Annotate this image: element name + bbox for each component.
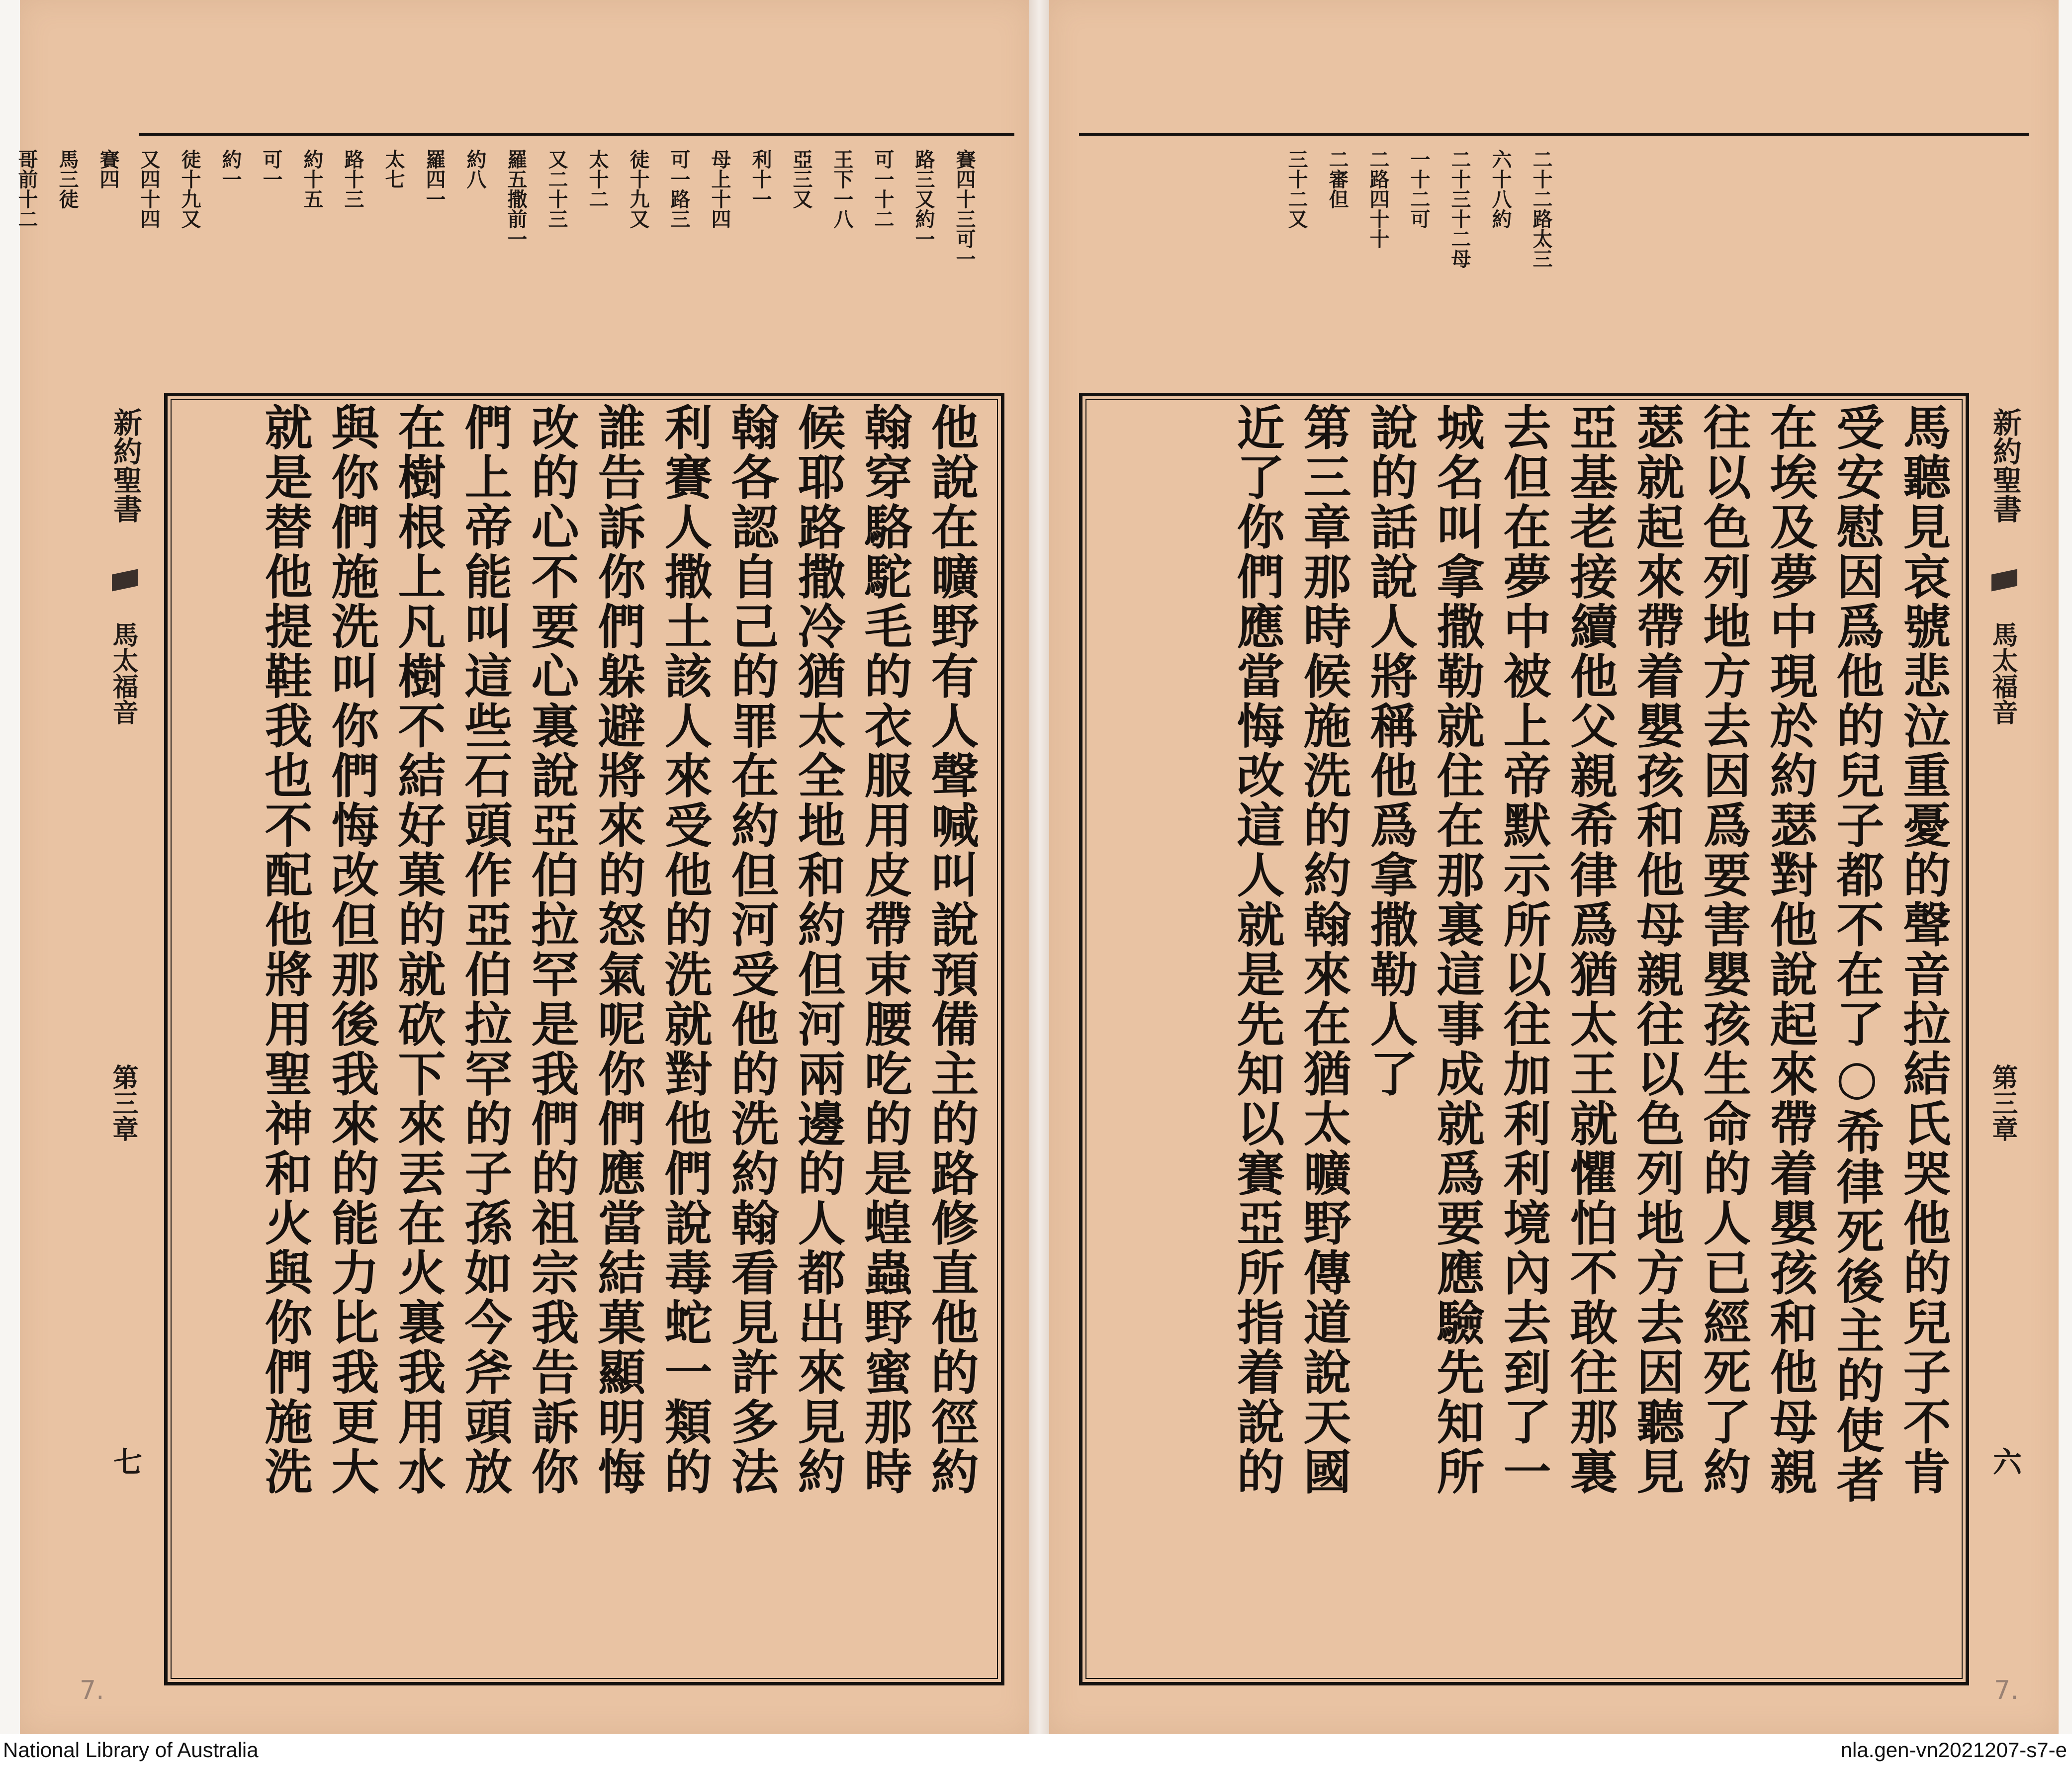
handwritten-mark: 7. [80,1676,104,1705]
text-column: 城名叫拿撒勒就住在那裏這事成就爲要應驗先知所 [1429,403,1485,1497]
reference-note: 路十三 [341,149,364,209]
side-chapter: 第三章 [1987,1064,2018,1142]
reference-note: 二十二路太三 [1530,149,1553,268]
text-column: 在樹根上凡樹不結好菓的就砍下來丟在火裏我用水 [390,403,447,1497]
reference-note: 約十五 [300,149,324,209]
right-page [1049,0,2059,1734]
text-column: 近了你們應當悔改這人就是先知以賽亞所指着說的 [1229,403,1285,1497]
side-title: 新約聖書 [1988,408,2022,523]
reference-note: 徒十九又 [178,149,201,229]
reference-note: 約八 [463,149,487,189]
reference-note: 賽四十三可一 [953,149,976,268]
text-column: 翰穿駱駝毛的衣服用皮帶束腰吃的是蝗蟲野蜜那時 [857,403,913,1497]
text-column: 改的心不要心裏說亞伯拉罕是我們的祖宗我告訴你 [524,403,580,1497]
text-column: 說的話說人將稱他爲拿撒勒人了 [1362,403,1419,1099]
reference-note: 六十八約 [1489,149,1512,229]
text-column: 去但在夢中被上帝默示所以往加利利境內去到了一 [1496,403,1552,1497]
text-column: 就是替他提鞋我也不配他將用聖神和火與你們施洗 [257,403,313,1497]
text-column: 們上帝能叫這些石頭作亞伯拉罕的子孫如今斧頭放 [457,403,513,1497]
text-column: 往以色列地方去因爲要害嬰孩生命的人已經死了約 [1696,403,1752,1497]
main-text [179,403,985,1676]
text-column: 亞基老接續他父親希律爲猶太王就懼怕不敢往那裏 [1562,403,1619,1497]
archive-footer [0,1734,2072,1765]
text-column: 翰各認自己的罪在約但河受他的洗約翰看見許多法 [723,403,780,1497]
text-column: 馬聽見哀號悲泣重憂的聲音拉結氏哭他的兒子不肯 [1895,403,1952,1497]
side-book: 馬太福音 [108,621,138,725]
reference-note: 可一 [260,149,283,189]
text-column: 與你們施洗叫你們悔改但那後我來的能力比我更大 [324,403,380,1497]
side-book: 馬太福音 [1987,621,2018,725]
reference-note: 母上十四 [708,149,731,229]
text-column: 第三章那時候施洗的約翰來在猶太曠野傳道說天國 [1296,403,1352,1497]
binding-gutter [1029,0,1049,1734]
reference-note: 太十二 [586,149,609,209]
text-column: 利賽人撒土該人來受他的洗就對他們說毒蛇一類的 [657,403,713,1497]
reference-note: 利十一 [749,149,772,209]
reference-note: 王下一八 [830,149,854,229]
side-chapter: 第三章 [108,1064,138,1142]
reference-note: 可一路三 [667,149,691,229]
text-column: 受安慰因爲他的兒子都不在了○希律死後主的使者 [1829,403,1885,1505]
top-rule [139,133,1014,136]
reference-note: 可一十二 [871,149,895,229]
reference-note: 太七 [382,149,405,189]
reference-note: 二審但 [1326,149,1349,209]
main-text [1091,403,1957,1676]
page-number: 六 [1988,1447,2022,1476]
reference-note: 亞三又 [790,149,813,209]
cross-reference-notes [1114,149,1561,388]
text-column: 瑟就起來帶着嬰孩和他母親往以色列地方去因聽見 [1629,403,1685,1497]
reference-note: 又二十三 [545,149,568,229]
reference-note: 羅四一 [423,149,446,209]
reference-note: 又四十四 [137,149,161,229]
reference-note: 二路四十十 [1366,149,1390,249]
text-column: 誰告訴你們躲避將來的怒氣呢你們應當結菓顯明悔 [590,403,646,1497]
reference-note: 賽四 [96,149,120,189]
reference-note: 路三又約一 [912,149,935,249]
reference-note: 三十二又 [1285,149,1308,229]
reference-note: 徒十九又 [627,149,650,229]
library-name: National Library of Australia [3,1738,259,1762]
left-page [15,0,1029,1734]
text-column: 他說在曠野有人聲喊叫說預備主的路修直他的徑約 [923,403,980,1497]
cross-reference-notes [15,149,985,388]
page-number: 七 [108,1447,142,1476]
reference-note: 約一 [219,149,242,189]
ornament-icon [112,569,138,591]
reference-note: 羅五撒前一 [504,149,528,249]
handwritten-mark: 7. [1994,1676,2019,1705]
reference-note: 馬三徒 [56,149,79,209]
item-identifier: nla.gen-vn2021207-s7-e [1840,1738,2067,1762]
side-title: 新約聖書 [108,408,142,523]
reference-note: 二十三十二母 [1448,149,1471,268]
reference-note: 哥前十二 [15,149,38,229]
ornament-icon [1991,569,2017,591]
reference-note: 一十二可 [1407,149,1431,229]
text-column: 在埃及夢中現於約瑟對他說起來帶着嬰孩和他母親 [1762,403,1818,1497]
text-column: 候耶路撒冷猶太全地和約但河兩邊的人都出來見約 [790,403,846,1497]
top-rule [1079,133,2029,136]
